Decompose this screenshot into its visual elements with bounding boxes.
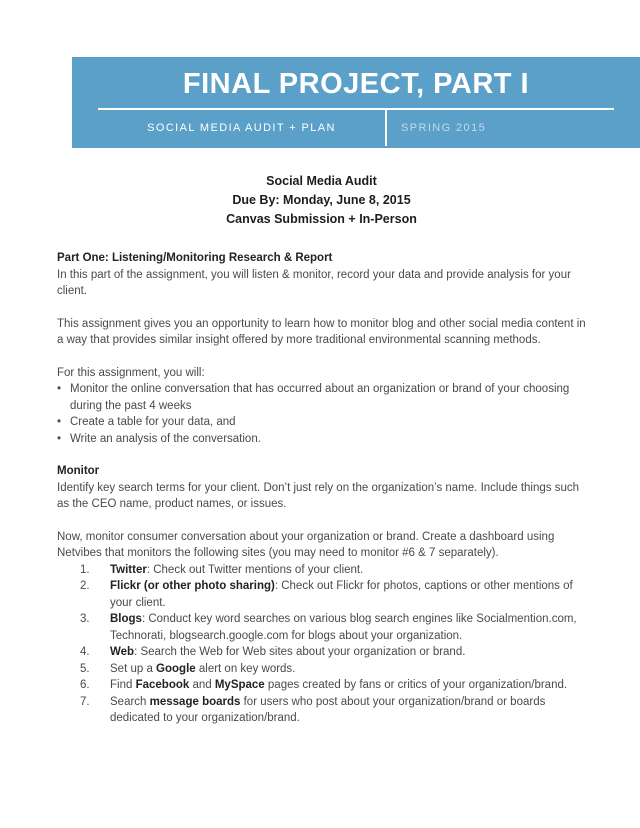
list-item-number: 4. <box>80 646 90 658</box>
banner-subtitle-row <box>98 110 614 146</box>
list-item-text: Twitter: Check out Twitter mentions of your client. <box>110 563 364 576</box>
list-item-number: 1. <box>80 563 90 576</box>
monitor-paragraph-1: Identify key search terms for your client. Don’t just rely on the organization’s name. Include things such as the CEO name, product names, or issues. <box>57 481 580 510</box>
bullet-list-intro: For this assignment, you will: <box>57 366 205 379</box>
submission-method: Canvas Submission + In-Person <box>226 212 417 226</box>
list-item <box>57 578 586 611</box>
header-banner <box>72 57 640 148</box>
list-item-text: Write an analysis of the conversation. <box>70 432 261 445</box>
list-item-text: Create a table for your data, and <box>70 416 236 428</box>
list-item-number: 2. <box>80 580 90 592</box>
bullet-icon: • <box>57 383 62 395</box>
list-item-text: Monitor the online conversation that has occurred about an organization or brand of your choosing during the past 4 weeks <box>70 383 570 412</box>
list-item <box>57 677 586 694</box>
monitor-numbered-list <box>57 562 586 727</box>
assignment-intro-block <box>57 172 586 229</box>
list-item-text: Blogs: Conduct key word searches on various blog search engines like Socialmention.com, Technorati, blogsearch.google.com for blogs about your organization. <box>110 613 577 642</box>
list-item <box>57 431 586 448</box>
part-one-heading: Part One: Listening/Monitoring Research & Report <box>57 252 333 264</box>
part-one-paragraph-1: In this part of the assignment, you will listen & monitor, record your data and provide analysis for your client. <box>57 268 571 297</box>
banner-subtitle: SOCIAL MEDIA AUDIT + PLAN <box>147 122 336 134</box>
bullet-icon: • <box>57 416 62 428</box>
assignment-bullet-list <box>57 381 586 447</box>
list-item <box>57 694 586 727</box>
document-body <box>57 172 586 727</box>
list-item <box>57 381 586 414</box>
part-one-paragraph-2: This assignment gives you an opportunity to learn how to monitor blog and other social media content in a way that provides similar insight offered by more traditional environmental scanning methods. <box>57 317 586 346</box>
list-item <box>57 611 586 644</box>
list-item <box>57 661 586 678</box>
list-item-text: Find Facebook and MySpace pages created by fans or critics of your organization/brand. <box>110 679 568 691</box>
due-date: Due By: Monday, June 8, 2015 <box>232 193 411 207</box>
list-item <box>57 414 586 431</box>
bullet-icon: • <box>57 432 62 445</box>
list-item <box>57 644 586 661</box>
assignment-title: Social Media Audit <box>266 174 377 188</box>
monitor-heading: Monitor <box>57 465 100 477</box>
monitor-paragraph-2: Now, monitor consumer conversation about your organization or brand. Create a dashboard using Netvibes that monitors the following sites (you may need to monitor #6 & 7 separately). <box>57 530 555 559</box>
list-item-text: Set up a Google alert on key words. <box>110 662 296 675</box>
list-item <box>57 562 586 579</box>
list-item-number: 3. <box>80 613 90 625</box>
list-item-text: Search message boards for users who post about your organization/brand or boards dedicated to your organization/brand. <box>110 695 546 724</box>
list-item-text: Flickr (or other photo sharing): Check out Flickr for photos, captions or other mentions of your client. <box>110 580 573 609</box>
document-title: FINAL PROJECT, PART I <box>182 68 530 100</box>
banner-term-label: SPRING 2015 <box>385 110 614 146</box>
list-item-number: 6. <box>80 679 90 691</box>
list-item-number: 7. <box>80 695 90 708</box>
list-item-text: Web: Search the Web for Web sites about your organization or brand. <box>110 646 466 658</box>
list-item-number: 5. <box>80 662 90 675</box>
